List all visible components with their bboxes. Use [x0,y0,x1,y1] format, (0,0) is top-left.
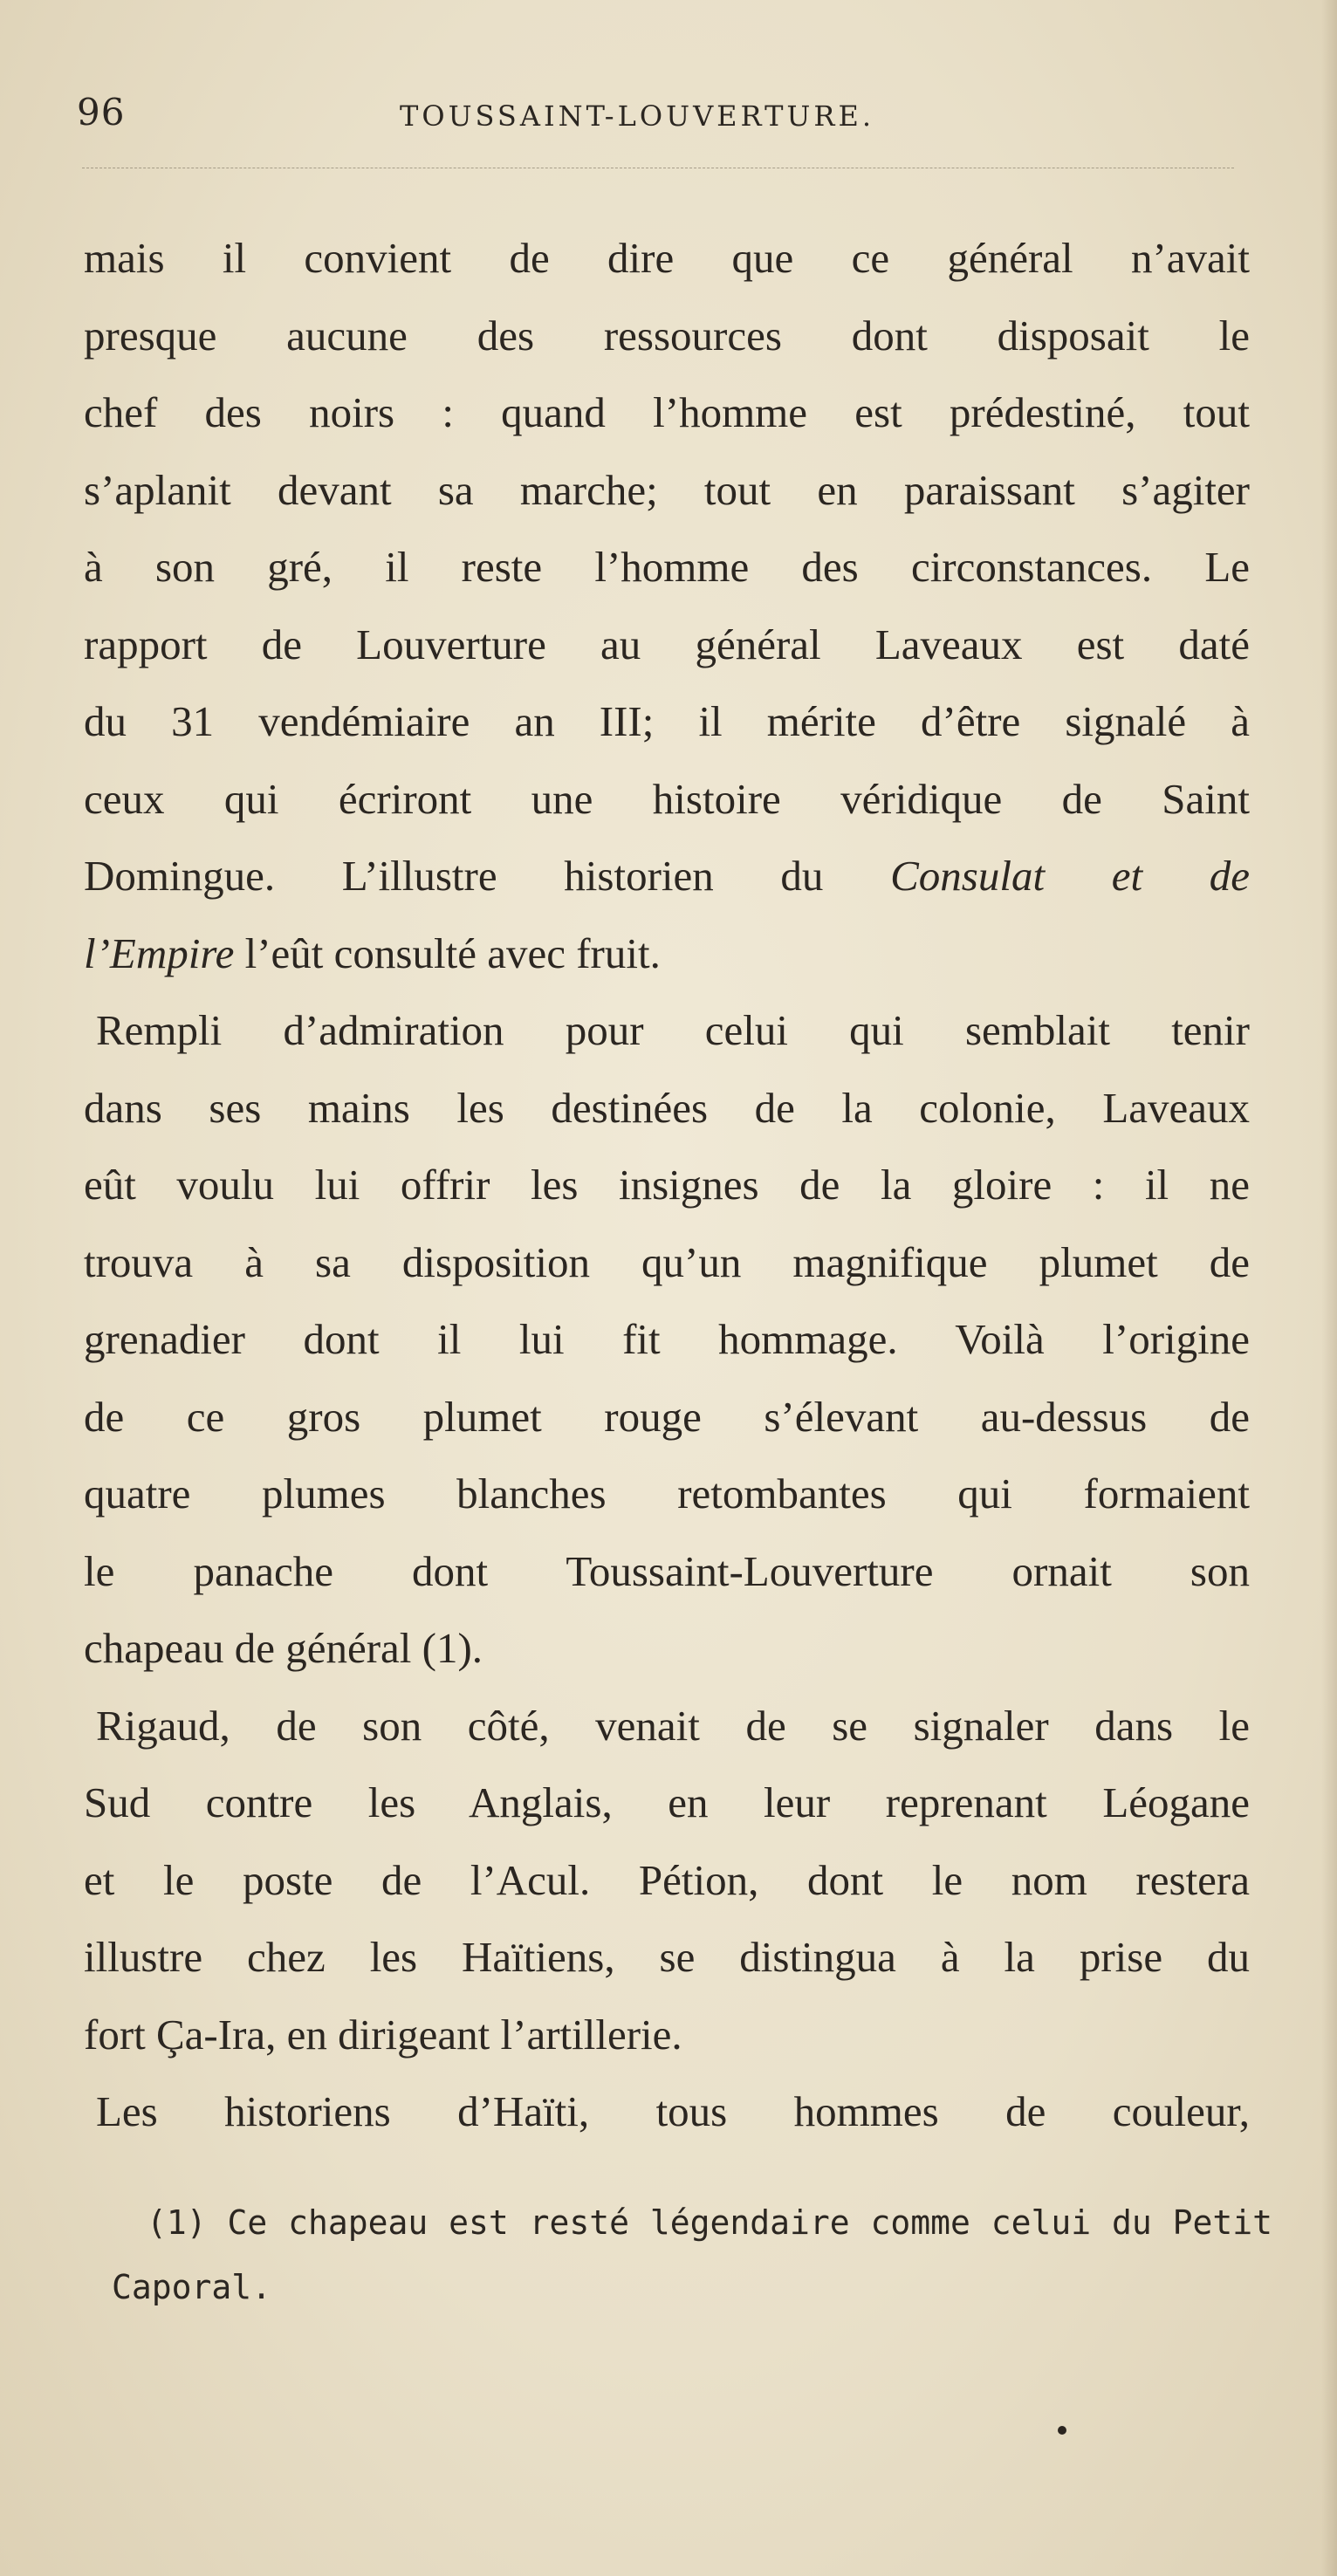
text-line: ceux qui écriront une histoire véridique de Saint [84,774,1250,823]
running-title: TOUSSAINT-LOUVERTURE. [400,99,874,133]
text-line: presque aucune des ressources dont disposait le [84,311,1250,360]
body-text [84,220,1250,2151]
text-line: le panache dont Toussaint-Louverture ornait son [84,1546,1250,1595]
text-line: chef des noirs : quand l’homme est prédestiné, tout [84,388,1250,436]
text-line: Rempli d’admiration pour celui qui semblait tenir [96,1006,1250,1054]
text-line: quatre plumes blanches retombantes qui formaient [84,1470,1250,1518]
text-line: chapeau de général (1). [84,1624,483,1672]
text-line: Sud contre les Anglais, en leur reprenant Léogane [84,1778,1250,1826]
text-line: trouva à sa disposition qu’un magnifique plumet de [84,1237,1250,1286]
text-line: s’aplanit devant sa marche; tout en paraissant s’agiter [84,465,1250,514]
text-line: Les historiens d’Haïti, tous hommes de couleur, [96,2087,1250,2135]
footnote [112,2190,1272,2319]
text-line: fort Ça-Ira, en dirigeant l’artillerie. [84,2010,682,2059]
text-line: mais il convient de dire que ce général n’avait [84,234,1250,282]
footnote-line: (1) Ce chapeau est resté légendaire comme celui du Petit [147,2203,1272,2242]
text-line: et le poste de l’Acul. Pétion, dont le nom restera [84,1855,1250,1904]
text-line [84,915,1250,993]
italic-title: l’Empire [84,928,235,977]
page-edge-shadow [1321,0,1337,2576]
page-number: 96 [77,91,126,134]
text-line: eût voulu lui offrir les insignes de la gloire : il ne [84,1161,1250,1209]
text-line: illustre chez les Haïtiens, se distingua à la prise du [84,1933,1250,1981]
text-line [84,838,1250,915]
text-line: Rigaud, de son côté, venait de se signaler dans le [96,1701,1250,1750]
text-fragment: Domingue. L’illustre historien du [84,852,824,900]
text-line: dans ses mains les destinées de la colonie, Laveaux [84,1083,1250,1132]
italic-title: Consulat et de [890,852,1250,900]
text-line: du 31 vendémiaire an III; il mérite d’être signalé à [84,697,1250,745]
text-line: grenadier dont il lui fit hommage. Voilà l’origine [84,1315,1250,1363]
text-line: rapport de Louverture au général Laveaux est daté [84,620,1250,668]
ink-speck [1058,2426,1066,2435]
page-header [77,91,1264,152]
text-fragment: l’eût consulté avec fruit. [244,928,661,977]
text-line: à son gré, il reste l’homme des circonstances. Le [84,543,1250,591]
footnote-line: Caporal. [112,2268,272,2306]
text-line: de ce gros plumet rouge s’élevant au-dessus de [84,1392,1250,1441]
